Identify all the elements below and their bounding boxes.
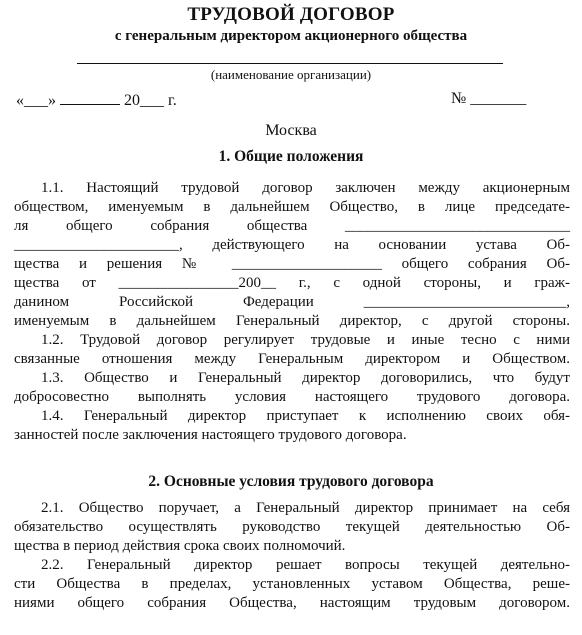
paragraph-line: 2.1. Общество поручает, а Генеральный директор принимает на себя [41, 500, 570, 516]
paragraph-line: 1.4. Генеральный директор приступает к исполнению своих обя- [41, 408, 570, 424]
section-1-heading: 1. Общие положения [218, 148, 364, 165]
paragraph-line: именуемым в дальнейшем Генеральный директор, с другой стороны. [14, 313, 570, 329]
paragraph-line: ______________________, действующего на основании устава Об- [14, 237, 570, 253]
date-year: 20___ г. [124, 92, 177, 109]
paragraph-line: 1.2. Трудовой договор регулирует трудовые и иные тесно с ними [41, 332, 570, 348]
paragraph-line: ля общего собрания общества ______________________________ [14, 218, 570, 234]
date-day: «___» [16, 92, 56, 109]
paragraph-line: обязательство осуществлять руководство текущей деятельностью Об- [14, 519, 570, 535]
contract-number: № _______ [451, 90, 527, 107]
organization-caption: (наименование организации) [210, 67, 372, 82]
paragraph-line: обществом, именуемым в дальнейшем Общество, в лице председате- [14, 199, 570, 215]
organization-name-blank [77, 63, 503, 64]
document-subtitle: с генеральным директором акционерного общества [114, 28, 468, 44]
section-2-body [14, 499, 570, 613]
paragraph-line: связанные отношения между Генеральным директором и Обществом. [14, 351, 570, 367]
paragraph-line: добросовестно выполнять условия настоящего трудового договора. [14, 389, 570, 405]
paragraph-line: данином Российской Федерации ___________________________, [14, 294, 570, 310]
document-title: ТРУДОВОЙ ДОГОВОР [187, 4, 395, 25]
section-1-body [14, 179, 570, 445]
paragraph-line: занностей после заключения настоящего трудового договора. [14, 427, 407, 443]
paragraph-line: щества в период действия срока своих полномочий. [14, 538, 346, 554]
paragraph-line: 2.2. Генеральный директор решает вопросы текущей деятельно- [41, 557, 570, 573]
paragraph-line: сти Общества в пределах, установленных уставом Общества, реше- [14, 576, 570, 592]
paragraph-line: 1.1. Настоящий трудовой договор заключен между акционерным [41, 180, 570, 196]
date-month-blank [60, 90, 120, 105]
contract-date [16, 90, 177, 110]
paragraph-line: щества и решения № ____________________ общего собрания Об- [14, 256, 570, 272]
contract-city: Москва [265, 122, 317, 139]
section-2-heading: 2. Основные условия трудового договора [148, 473, 434, 490]
paragraph-line: щества от ________________200__ г., с одной стороны, и граж- [14, 275, 570, 291]
paragraph-line: 1.3. Общество и Генеральный директор договорились, что будут [41, 370, 570, 386]
paragraph-line: ниями общего собрания Общества, настоящим трудовым договором. [14, 595, 570, 611]
